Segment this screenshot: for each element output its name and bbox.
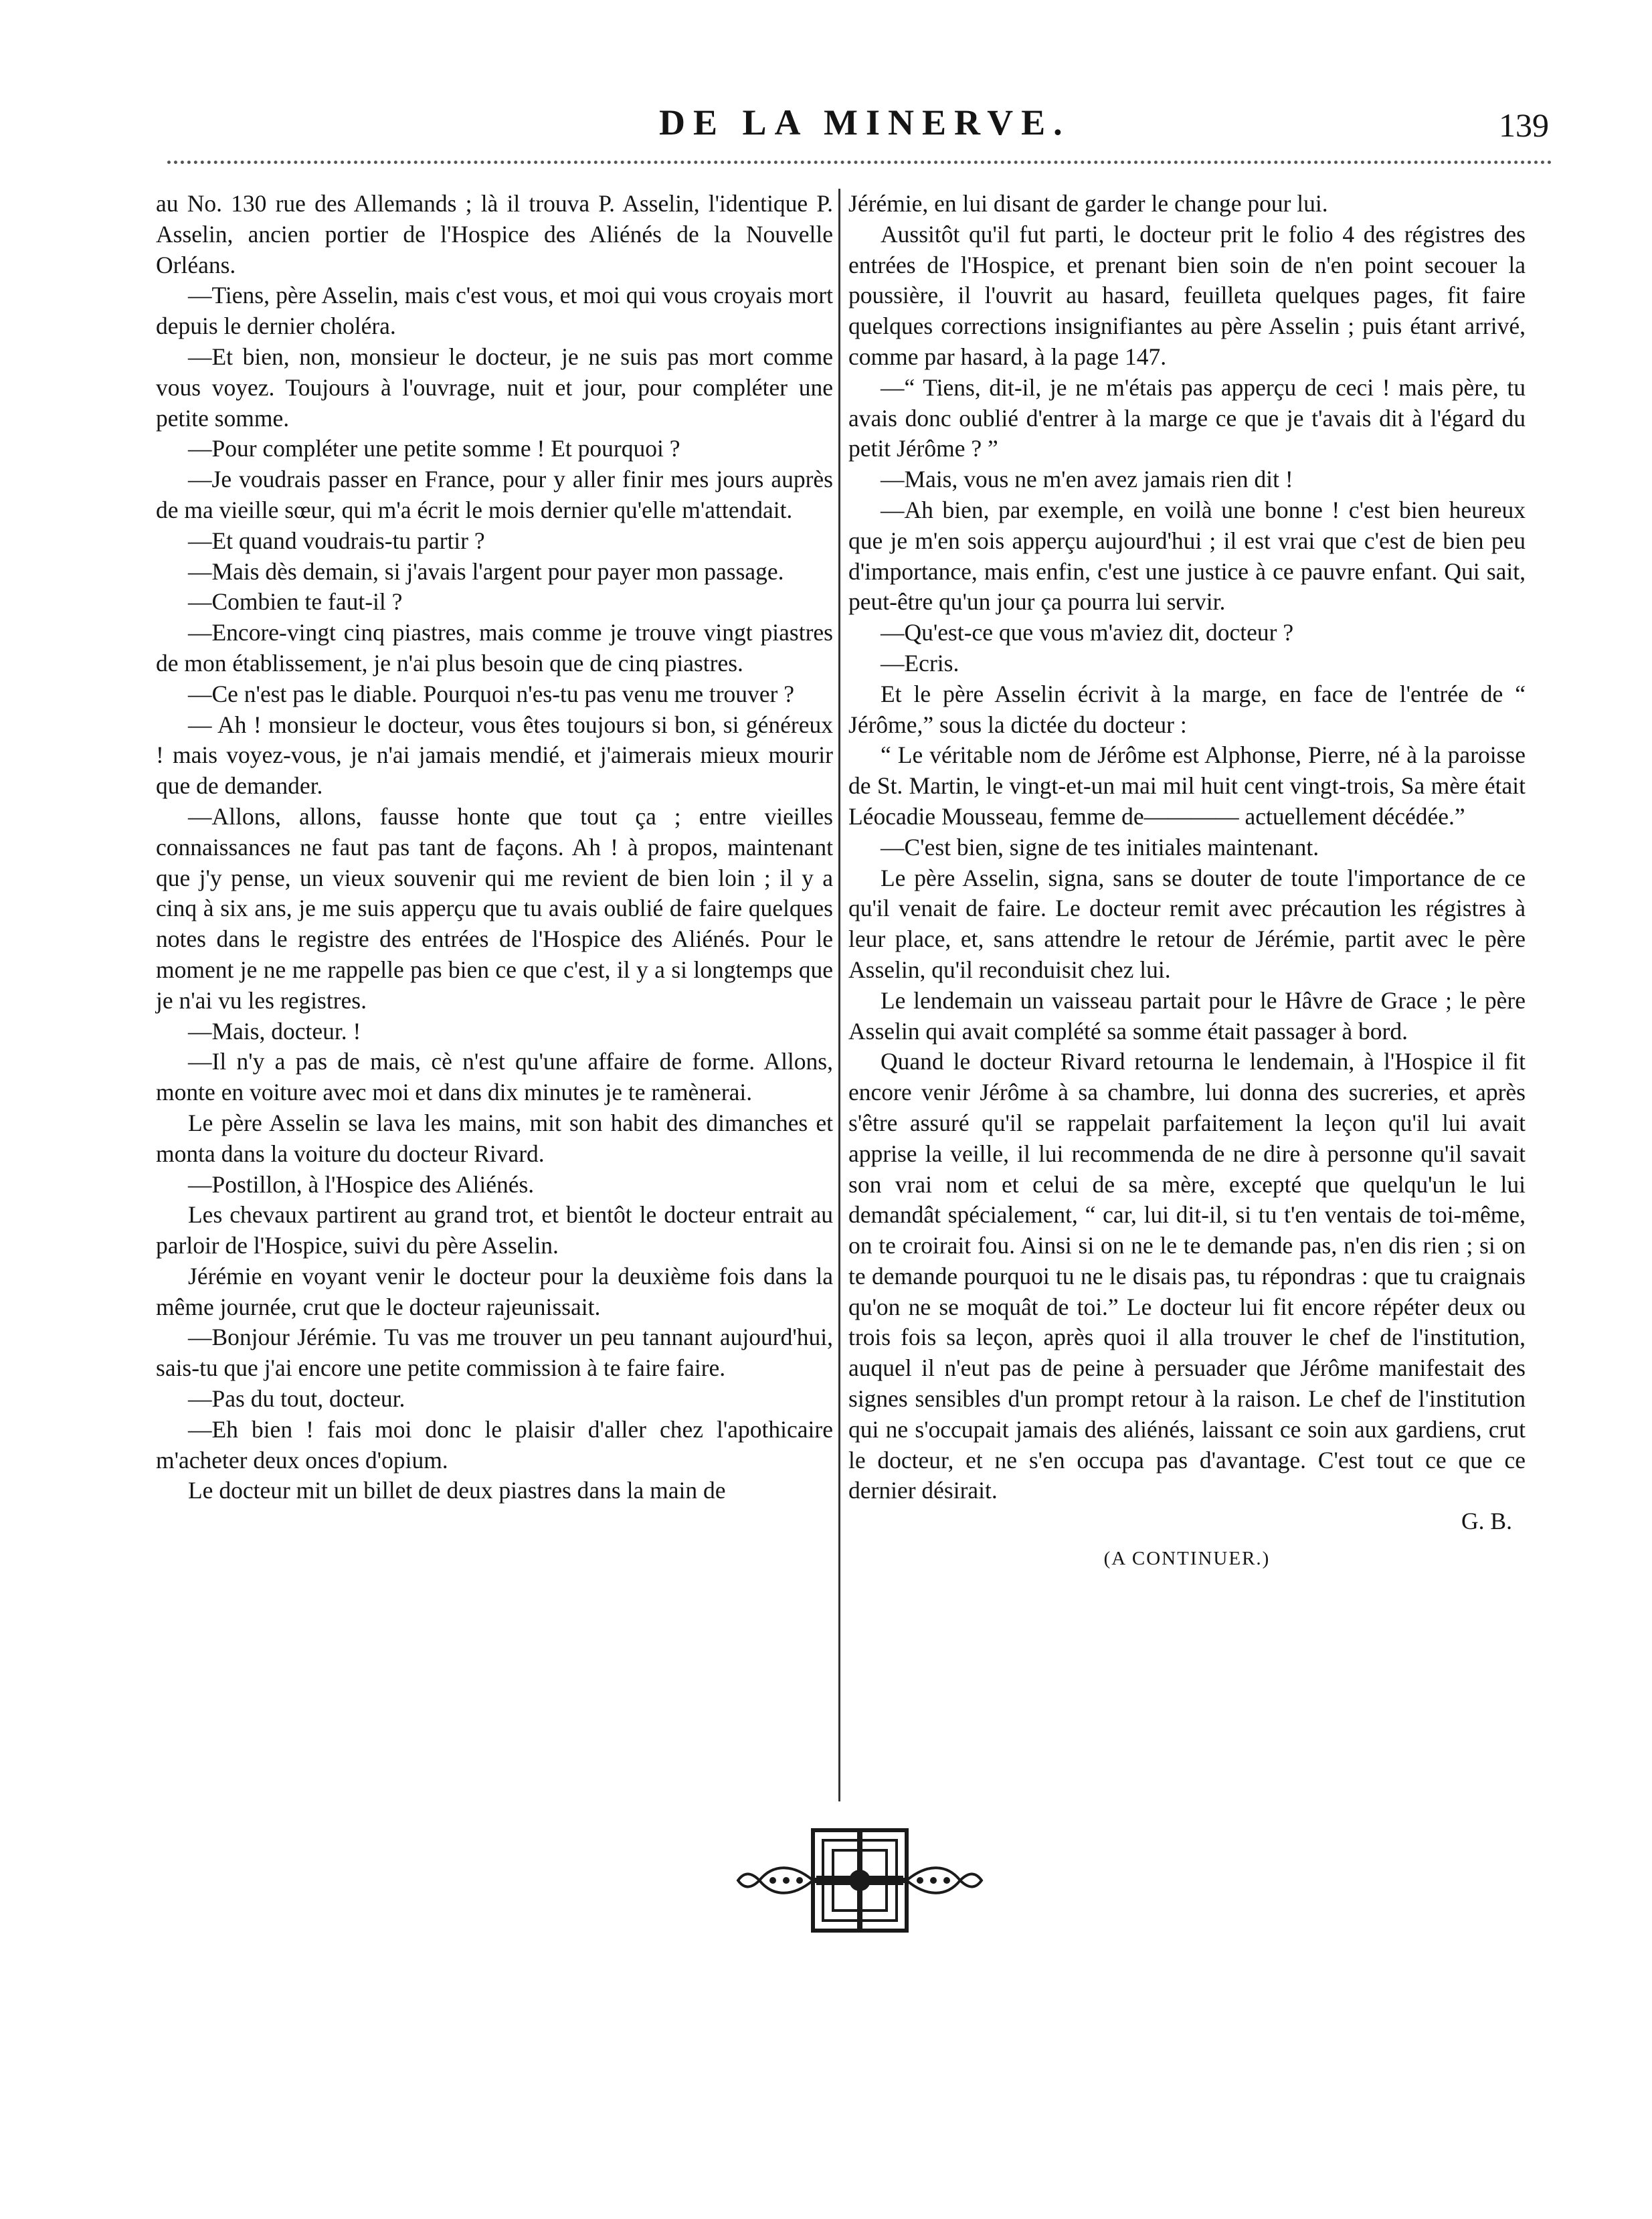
right-column (848, 189, 1526, 1575)
paragraph: —C'est bien, signe de tes initiales maintenant. (881, 833, 1319, 861)
paragraph: —Postillon, à l'Hospice des Aliénés. (188, 1170, 535, 1198)
paragraph: —Ecris. (881, 649, 959, 677)
paragraph: Et le père Asselin écrivit à la marge, en face de l'entrée de “ Jérôme,” sous la dictée du docteur : (848, 680, 1526, 738)
paragraph: Quand le docteur Rivard retourna le lendemain, à l'Hospice il fit encore venir Jérôme à sa chambre, lui donna des sucreries, et après s'être assuré qu'il se rappelait parfaitement la leçon qu'il lui avait apprise la veille, il lui recommenda de ne dire à personne qu'il savait son vrai nom et celui de sa mère, excepté que quelqu'un le lui demandât spécialement, “ car, lui dit-il, si tu t'en ventais de toi-même, on te croirait fou. Ainsi si on ne le te demande pas, n'en dis rien ; si on te demande pourquoi tu ne le disais pas, tu répondras : que tu craignais qu'on ne se moquât de toi.” Le docteur lui fit encore répéter deux ou trois fois sa leçon, après quoi il alla trouver le chef de l'institution, auquel il n'eut pas de peine à persuader que Jérôme manifestait des signes sensibles d'un prompt retour à la raison. Le chef de l'institution qui ne s'occupait jamais des aliénés, laissant ce soin aux gardiens, crut le docteur, et ne s'en occupa pas d'avantage. C'est tout ce que ce dernier désirait. (848, 1048, 1526, 1504)
paragraph: —Mais, docteur. ! (188, 1017, 361, 1045)
paragraph: —Mais dès demain, si j'avais l'argent pour payer mon passage. (188, 557, 784, 585)
paragraph: —Et bien, non, monsieur le docteur, je ne suis pas mort comme vous voyez. Toujours à l'ouvrage, nuit et jour, pour compléter une petite somme. (156, 343, 833, 432)
paragraph: —Ah bien, par exemple, en voilà une bonne ! c'est bien heureux que je m'en sois apperçu aujourd'hui ; il est vrai que c'est de bien peu d'importance, mais enfin, c'est une justice à ce pauvre enfant. Qui sait, peut-être qu'un jour ça pourra lui servir. (848, 496, 1526, 616)
paragraph: —Encore-vingt cinq piastres, mais comme je trouve vingt piastres de mon établissement, je n'ai plus besoin que de cinq piastres. (156, 619, 833, 677)
paragraph: —Et quand voudrais-tu partir ? (188, 527, 485, 554)
page-header (154, 100, 1552, 174)
paragraph: Aussitôt qu'il fut parti, le docteur prit le folio 4 des régistres des entrées de l'Hospice, et prenant bien soin de n'en point secouer la poussière, il l'ouvrit au hasard, feuilleta quelques pages, fit faire quelques corrections insignifiantes au père Asselin ; puis étant arrivé, comme par hasard, à la page 147. (848, 220, 1526, 370)
paragraph: Le lendemain un vaisseau partait pour le Hâvre de Grace ; le père Asselin qui avait complété sa somme était passager à bord. (848, 986, 1526, 1045)
paragraph: —Mais, vous ne m'en avez jamais rien dit ! (881, 466, 1293, 493)
page-number: 139 (1499, 106, 1549, 144)
paragraph: —Qu'est-ce que vous m'aviez dit, docteur ? (881, 619, 1294, 646)
paragraph: au No. 130 rue des Allemands ; là il trouva P. Asselin, l'identique P. Asselin, ancien portier de l'Hospice des Aliénés de la Nouvelle Orléans. (156, 190, 833, 278)
right-paragraphs (848, 189, 1526, 1506)
paragraph: —Bonjour Jérémie. Tu vas me trouver un peu tannant aujourd'hui, sais-tu que j'ai encore une petite commission à te faire faire. (156, 1324, 833, 1382)
header-rule (167, 161, 1552, 164)
paragraph: — Ah ! monsieur le docteur, vous êtes toujours si bon, si généreux ! mais voyez-vous, je n'ai jamais mendié, et j'aimerais mieux mourir que de demander. (156, 711, 833, 800)
paragraph: —Ce n'est pas le diable. Pourquoi n'es-tu pas venu me trouver ? (188, 680, 794, 707)
paragraph: —Je voudrais passer en France, pour y aller finir mes jours auprès de ma vieille sœur, qui m'a écrit le mois dernier qu'elle m'attendait. (156, 466, 833, 523)
paragraph: Le père Asselin se lava les mains, mit son habit des dimanches et monta dans la voiture du docteur Rivard. (156, 1109, 833, 1167)
left-column (156, 189, 833, 1506)
paragraph: “ Le véritable nom de Jérôme est Alphonse, Pierre, né à la paroisse de St. Martin, le vingt-et-un mai mil huit cent vingt-trois, Sa mère était Léocadie Mousseau, femme de———— actuellement décédée.” (848, 741, 1526, 830)
to-continue-note: (A CONTINUER.) (1103, 1548, 1271, 1570)
paragraph: Le père Asselin, signa, sans se douter de toute l'importance de ce qu'il venait de faire. Le docteur remit avec précaution les régistres à leur place, et, sans attendre le retour de Jérémie, partit avec le père Asselin, qu'il reconduisit chez lui. (848, 864, 1526, 983)
author-signature: G. B. (1461, 1508, 1512, 1535)
paragraph: Jérémie, en lui disant de garder le change pour lui. (848, 190, 1328, 217)
paragraph: —Eh bien ! fais moi donc le plaisir d'aller chez l'apothicaire m'acheter deux onces d'opium. (156, 1415, 833, 1474)
paragraph: —Combien te faut-il ? (188, 588, 403, 616)
paragraph: Les chevaux partirent au grand trot, et bientôt le docteur entrait au parloir de l'Hospice, suivi du père Asselin. (156, 1201, 833, 1259)
column-divider (838, 189, 840, 1801)
paragraph: —Tiens, père Asselin, mais c'est vous, et moi qui vous croyais mort depuis le dernier choléra. (156, 282, 833, 340)
paragraph: —Il n'y a pas de mais, cè n'est qu'une affaire de forme. Allons, monte en voiture avec moi et dans dix minutes je te ramènerai. (156, 1048, 833, 1106)
floral-ornament-icon (733, 1817, 987, 1944)
paragraph: —Allons, allons, fausse honte que tout ça ; entre vieilles connaissances ne faut pas tant de façons. Ah ! à propos, maintenant que j'y pense, un vieux souvenir qui me revient de bien loin ; il y a cinq à six ans, je me suis apperçu que tu avais oublié de faire quelques notes dans le registre des entrées de l'Hospice des Aliénés. Pour le moment je ne me rappelle pas bien ce que c'est, il y a si longtemps que je n'ai vu les registres. (156, 802, 833, 1014)
paragraph: Jérémie en voyant venir le docteur pour la deuxième fois dans la même journée, crut que le docteur rajeunissait. (156, 1262, 833, 1320)
paragraph: —Pour compléter une petite somme ! Et pourquoi ? (188, 435, 680, 462)
paragraph: —“ Tiens, dit-il, je ne m'étais pas apperçu de ceci ! mais père, tu avais donc oublié d'entrer à la marge ce que je t'avais dit à l'égard du petit Jérôme ? ” (848, 373, 1526, 462)
paragraph: Le docteur mit un billet de deux piastres dans la main de (188, 1477, 726, 1504)
paragraph: —Pas du tout, docteur. (188, 1385, 405, 1413)
running-title: DE LA MINERVE. (659, 102, 1071, 143)
